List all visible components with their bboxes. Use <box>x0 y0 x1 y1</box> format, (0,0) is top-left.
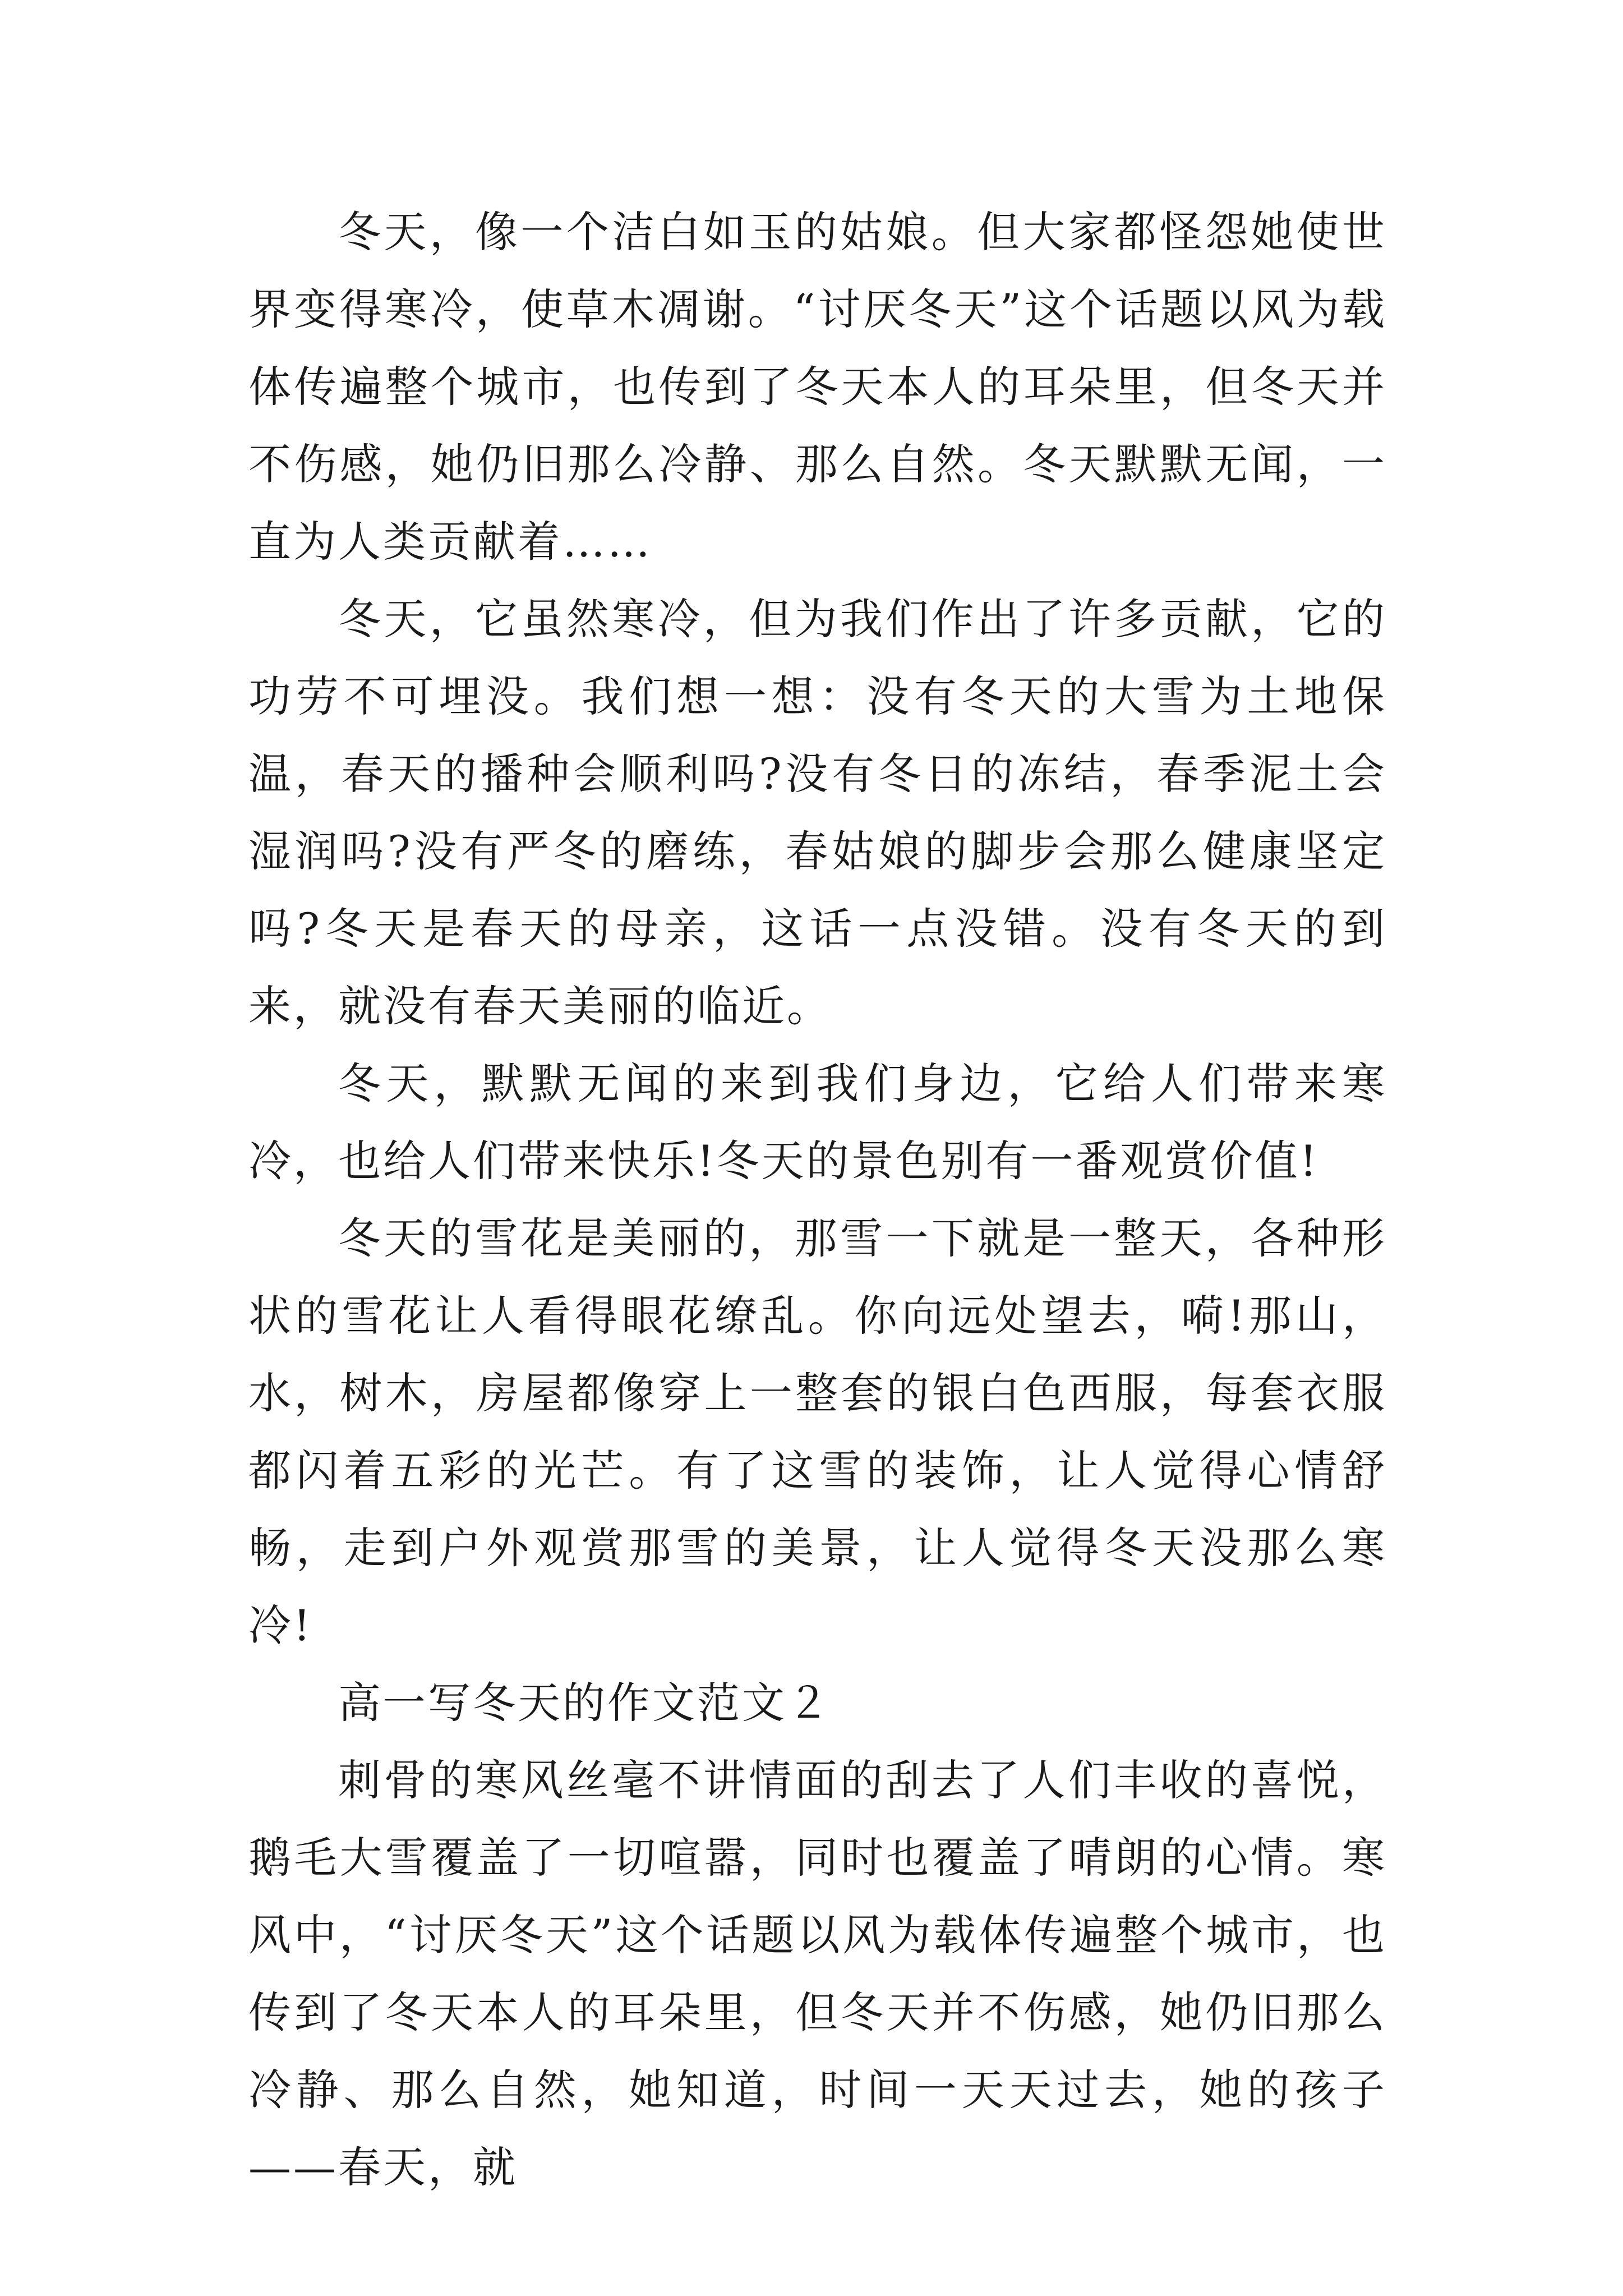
paragraph-1: 冬天，像一个洁白如玉的姑娘。但大家都怪怨她使世界变得寒冷，使草木凋谢。“讨厌冬天”这个话题以风为载体传遍整个城市，也传到了冬天本人的耳朵里，但冬天并不伤感，她仍旧那么冷静、那么自然。冬天默默无闻，一直为人类贡献着…… <box>248 207 1387 567</box>
section-heading: 高一写冬天的作文范文２ <box>338 1678 832 1728</box>
paragraph-4: 冬天的雪花是美丽的，那雪一下就是一整天，各种形状的雪花让人看得眼花缭乱。你向远处望去，嗬!那山，水，树木，房屋都像穿上一整套的银白色西服，每套衣服都闪着五彩的光芒。有了这雪的装饰，让人觉得心情舒畅，走到户外观赏那雪的美景，让人觉得冬天没那么寒冷! <box>248 1213 1387 1650</box>
document-body <box>248 194 1387 2206</box>
paragraph-2: 冬天，它虽然寒冷，但为我们作出了许多贡献，它的功劳不可埋没。我们想一想：没有冬天的大雪为土地保温，春天的播种会顺利吗?没有冬日的冻结，春季泥土会湿润吗?没有严冬的磨练，春姑娘的脚步会那么健康坚定吗?冬天是春天的母亲，这话一点没错。没有冬天的到来，就没有春天美丽的临近。 <box>248 594 1387 1031</box>
paragraph-3: 冬天，默默无闻的来到我们身边，它给人们带来寒冷，也给人们带来快乐!冬天的景色别有一番观赏价值! <box>248 1059 1387 1186</box>
paragraph-5: 刺骨的寒风丝毫不讲情面的刮去了人们丰收的喜悦，鹅毛大雪覆盖了一切喧嚣，同时也覆盖了晴朗的心情。寒风中，“讨厌冬天”这个话题以风为载体传遍整个城市，也传到了冬天本人的耳朵里，但冬天并不伤感，她仍旧那么冷静、那么自然，她知道，时间一天天过去，她的孩子——春天，就 <box>248 1755 1387 2192</box>
